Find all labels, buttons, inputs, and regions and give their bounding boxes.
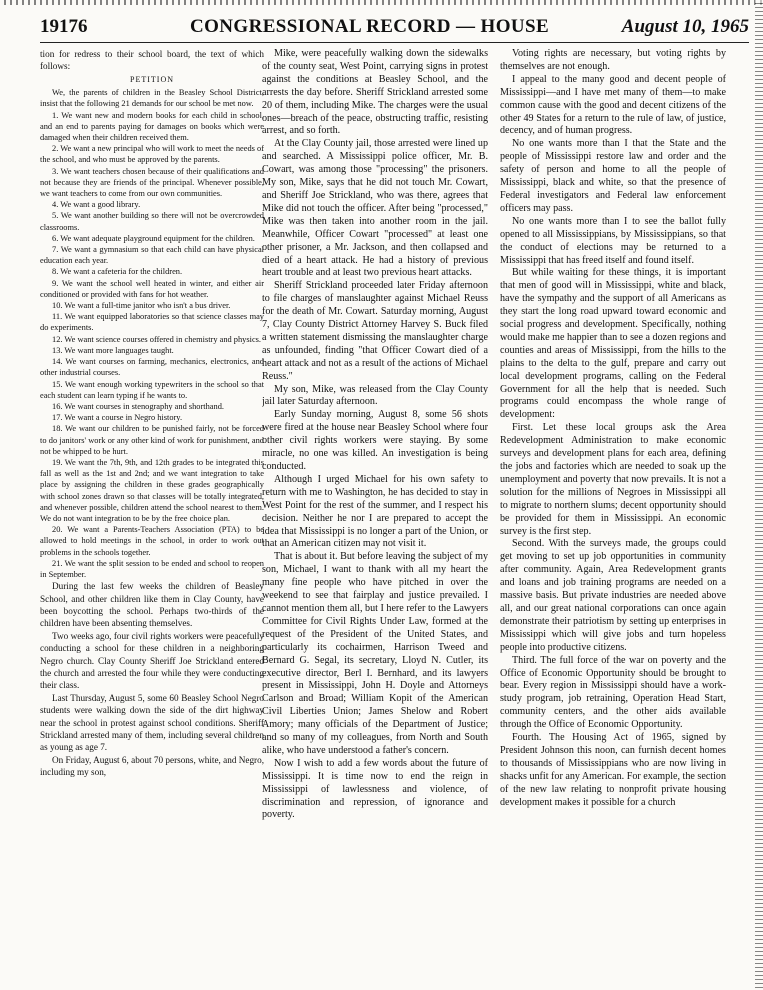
paragraph: My son, Mike, was released from the Clay County jail later Saturday afternoon. bbox=[262, 383, 488, 408]
paragraph: Early Sunday morning, August 8, some 56 shots were fired at the house near Beasley School where four other civil rights workers were staying. By some miracle, no one was killed. An investigation is being conducted. bbox=[262, 409, 488, 472]
demand-item: 9. We want the school well heated in winter, and either air conditioned or provided with fans for hot weather. bbox=[40, 278, 264, 299]
paragraph: Voting rights are necessary, but voting rights by themselves are not enough. bbox=[500, 48, 726, 72]
demand-item: 16. We want courses in stenography and shorthand. bbox=[52, 401, 224, 411]
paragraph: During the last few weeks the children of Beasley School, and other children like them in Clay County, have been boycotting the school. Perhaps two-thirds of the children have been absenting themselves. bbox=[40, 581, 264, 629]
paragraph: Now I wish to add a few words about the future of Mississippi. It is time now to end the reign in Mississippi of lawlessness and violence, of discrimination and repression, of ignorance and poverty. bbox=[262, 757, 488, 821]
demand-item: 5. We want another building so there will not be overcrowded classrooms. bbox=[40, 211, 264, 232]
demand-item: 3. We want teachers chosen because of their qualifications and not because they are friends of the principal. Whenever possible, we want teachers to come from our own communities. bbox=[40, 166, 264, 199]
demand-item: 4. We want a good library. bbox=[52, 200, 141, 210]
demand-item: 18. We want our children to be punished fairly, not be forced to do janitors' work or any other kind of work for punishment, and not be whipped to be hurt. bbox=[40, 424, 264, 456]
demand-item: 11. We want equipped laboratories so that science classes may do experiments. bbox=[40, 312, 264, 333]
paragraph: At the Clay County jail, those arrested were lined up and searched. A Mississippi police officer, Mr. B. Cowart, was among those "processing" the prisoners. My son, Mike, says that he did not touch Mr. Cowart, and Sheriff Joe Strickland, who was there, agrees that Mike did not touch the officer. After being "processed," Mike was then taken into another room in the jail. Meanwhile, Officer Cowart "processed" at least one other prisoner, a Mr. Jackson, and then collapsed and died of a heart attack. He had a history of previous heart trouble and at least two previous heart attacks. bbox=[262, 138, 488, 279]
paragraph: Third. The full force of the war on poverty and the Office of Economic Opportunity should be brought to bear. Every region in Mississippi should have a work-study program, job retraining, Operation Head Start, community centers, and the other aids available through the Office of Economic Opportunity. bbox=[500, 654, 726, 731]
paragraph: Two weeks ago, four civil rights workers were peacefully conducting a school for these children in a neighboring Negro church. Clay County Sheriff Joe Strickland entered the church and arrested the four while they were conducting their class. bbox=[40, 630, 264, 691]
paragraph: On Friday, August 6, about 70 persons, white, and Negro, including my son, bbox=[40, 754, 264, 778]
column-3-paragraphs bbox=[500, 48, 726, 809]
column-3 bbox=[500, 48, 726, 984]
column-1 bbox=[40, 48, 264, 984]
paragraph: Last Thursday, August 5, some 60 Beasley School Negro students were walking down the side of the dirt highway near the school in protest against school conditions. Sheriff Strickland arrested many of them, including several children as young as age 7. bbox=[40, 692, 264, 753]
paragraph: No one wants more than I that the State and the people of Mississippi restore law and order and the safety of person and home to all the people of Mississippi, black and white, so that the presence of Federal investigators and Federal law enforcement officers may pass. bbox=[500, 138, 726, 214]
demand-item: 15. We want enough working typewriters in the school so that each student can learn typing if he wants to. bbox=[40, 379, 264, 400]
demand-item: 19. We want the 7th, 9th, and 12th grades to be integrated this fall as well as the 1st and 2nd; and we want integration to take place by assigning the children in these grades geographically with school zones drawn so that classes will be totally integrated, and whenever possible, children attend the school nearest to them. We do not want integration to be by the free choice plan. bbox=[40, 457, 264, 523]
demand-item: 7. We want a gymnasium so that each child can have physical education each year. bbox=[40, 245, 264, 266]
demand-item: 2. We want a new principal who will work to meet the needs of the school, and who must be approved by the parents. bbox=[40, 144, 264, 165]
paragraph: But while waiting for these things, it is important that men of good will in Mississippi, white and black, have the sympathy and the support of all Americans as they start the long road upward toward economic and social progress and development. Specifically, nothing would make me happier than to see a dozen regions and counties and areas of Mississippi, from the hills to the plains to the delta to the gulf, prepare and carry out local development programs, calling on the Federal Government for all the help that is needed. Such programs could encompass the whole range of development: bbox=[500, 267, 726, 421]
paragraph: Second. With the surveys made, the groups could get moving to set up job opportunities in community after community. Again, Area Redevelopment grants and loans and job training programs are needed on a massive basis. But private industries are needed above all, and our great national corporations can once again demonstrate their patriotism by setting up enterprises in Mississippi which will give jobs and turn hopeless people into productive citizens. bbox=[500, 538, 726, 653]
demand-item: 13. We want more languages taught. bbox=[52, 345, 174, 355]
issue-date: August 10, 1965 bbox=[621, 16, 749, 37]
header-rule bbox=[40, 42, 749, 43]
demand-item: 12. We want science courses offered in chemistry and physics. bbox=[52, 334, 262, 344]
text-columns bbox=[40, 48, 756, 986]
paragraph: We, the parents of children in the Beasley School District, insist that the following 21 demands for our school be met now. bbox=[40, 88, 264, 109]
demand-item: 1. We want new and modern books for each child in school, and an end to parents paying for damages on books which were damaged when their children received them. bbox=[40, 110, 264, 143]
column-2 bbox=[262, 48, 488, 984]
page-number: 19176 bbox=[40, 16, 88, 37]
paragraph: I appeal to the many good and decent people of Mississippi—and I have met many of them—to make common cause with the good and decent citizens of the other 49 States for a return to the rule of law, of justice, decency, and of human progress. bbox=[500, 73, 726, 137]
paragraph: No one wants more than I to see the ballot fully opened to all Mississippians, by Mississippians, so that the conduct of elections may be returned to a Mississippi that has freed itself and found itself. bbox=[500, 215, 726, 266]
petition-heading: PETITION bbox=[130, 74, 174, 84]
column-2-paragraphs bbox=[262, 48, 488, 822]
paragraph: First. Let these local groups ask the Area Redevelopment Administration to make economic surveys and development plans for each area, defining the jobs and factories which are needed to soak up the unemployment and poverty that now prevails. It is not a solution for the millions of Negroes in Mississippi all to migrate to northern slums; decent opportunity should be provided for them in Mississippi. An economic survey is the first step. bbox=[500, 422, 726, 537]
demand-item: 8. We want a cafeteria for the children. bbox=[52, 267, 183, 277]
demand-item: 14. We want courses on farming, mechanics, electronics, and other industrial courses. bbox=[40, 357, 264, 378]
demand-list bbox=[40, 110, 264, 581]
demand-item: 10. We want a full-time janitor who isn't a bus driver. bbox=[52, 301, 231, 311]
demand-item: 6. We want adequate playground equipment for the children. bbox=[52, 233, 255, 243]
page-header bbox=[40, 16, 749, 44]
page-edge-marks bbox=[755, 0, 763, 990]
paragraph: Although I urged Michael for his own safety to return with me to Washington, he has decided to stay in West Point for the rest of the summer, and I respect his decision. Neither he nor I are prepared to accept the idea that Mississippi is no longer a part of the Union, or that an American citizen may not visit it. bbox=[262, 473, 488, 550]
paragraph: Mike, were peacefully walking down the sidewalks of the county seat, West Point, carrying signs in protest against the conditions at Beasley School, and the arrests the day before. Sheriff Strickland arrested some 20 of them, including Mike. The charges were the usual ones—breach of the peace, obstructing traffic, resisting arrest, and so forth. bbox=[262, 48, 488, 137]
paragraph: tion for redress to their school board, the text of which follows: bbox=[40, 49, 264, 72]
paragraph: Sheriff Strickland proceeded later Friday afternoon to file charges of manslaughter against Michael Reuss for the death of Mr. Cowart. Saturday morning, August 7, Clay County District Attorney Harvey S. Buck filed a written statement dismissing the manslaughter charge as unfounded, finding "that Officer Cowart died of a heart attack and not as a result of the actions of Michael Reuss." bbox=[262, 280, 488, 382]
column-1-paragraphs bbox=[40, 580, 264, 779]
publication-title: CONGRESSIONAL RECORD — HOUSE bbox=[190, 16, 550, 37]
paragraph: That is about it. But before leaving the subject of my son, Michael, I want to thank with all my heart the many fine people who have pitched in over the weekend to see that fairplay and justice prevailed. I cannot mention them all, but I here refer to the Lawyers Committee for Civil Rights Under Law, formed at the request of the President of the United States, and particularly its cochairmen, Harrison Tweed and Bernard G. Segal, its secretary, Lloyd N. Cutler, its executive director, Berl I. Bernhard, and its lawyers present in Mississippi, John H. Doyle and Attorneys Carlson and Broad; William Kopit of the American Civil Liberties Union; James Shelow and Robert Amory; many officials of the Department of Justice; and so many of my colleagues, from North and South alike, who have understood a father's concern. bbox=[262, 551, 488, 756]
page-top-edge bbox=[0, 0, 763, 5]
demand-item: 17. We want a course in Negro history. bbox=[52, 413, 183, 423]
demand-item: 21. We want the split session to be ended and school to reopen in September. bbox=[40, 558, 264, 579]
demand-item: 20. We want a Parents-Teachers Association (PTA) to be allowed to hold meetings in the school, in order to work out problems in the schools together. bbox=[40, 525, 264, 557]
paragraph: Fourth. The Housing Act of 1965, signed by President Johnson this noon, can furnish decent homes to thousands of Mississippians who are now living in shacks unfit for any American. For example, the section of the new law relating to nonprofit private housing development makes it possible for a church bbox=[500, 732, 726, 808]
